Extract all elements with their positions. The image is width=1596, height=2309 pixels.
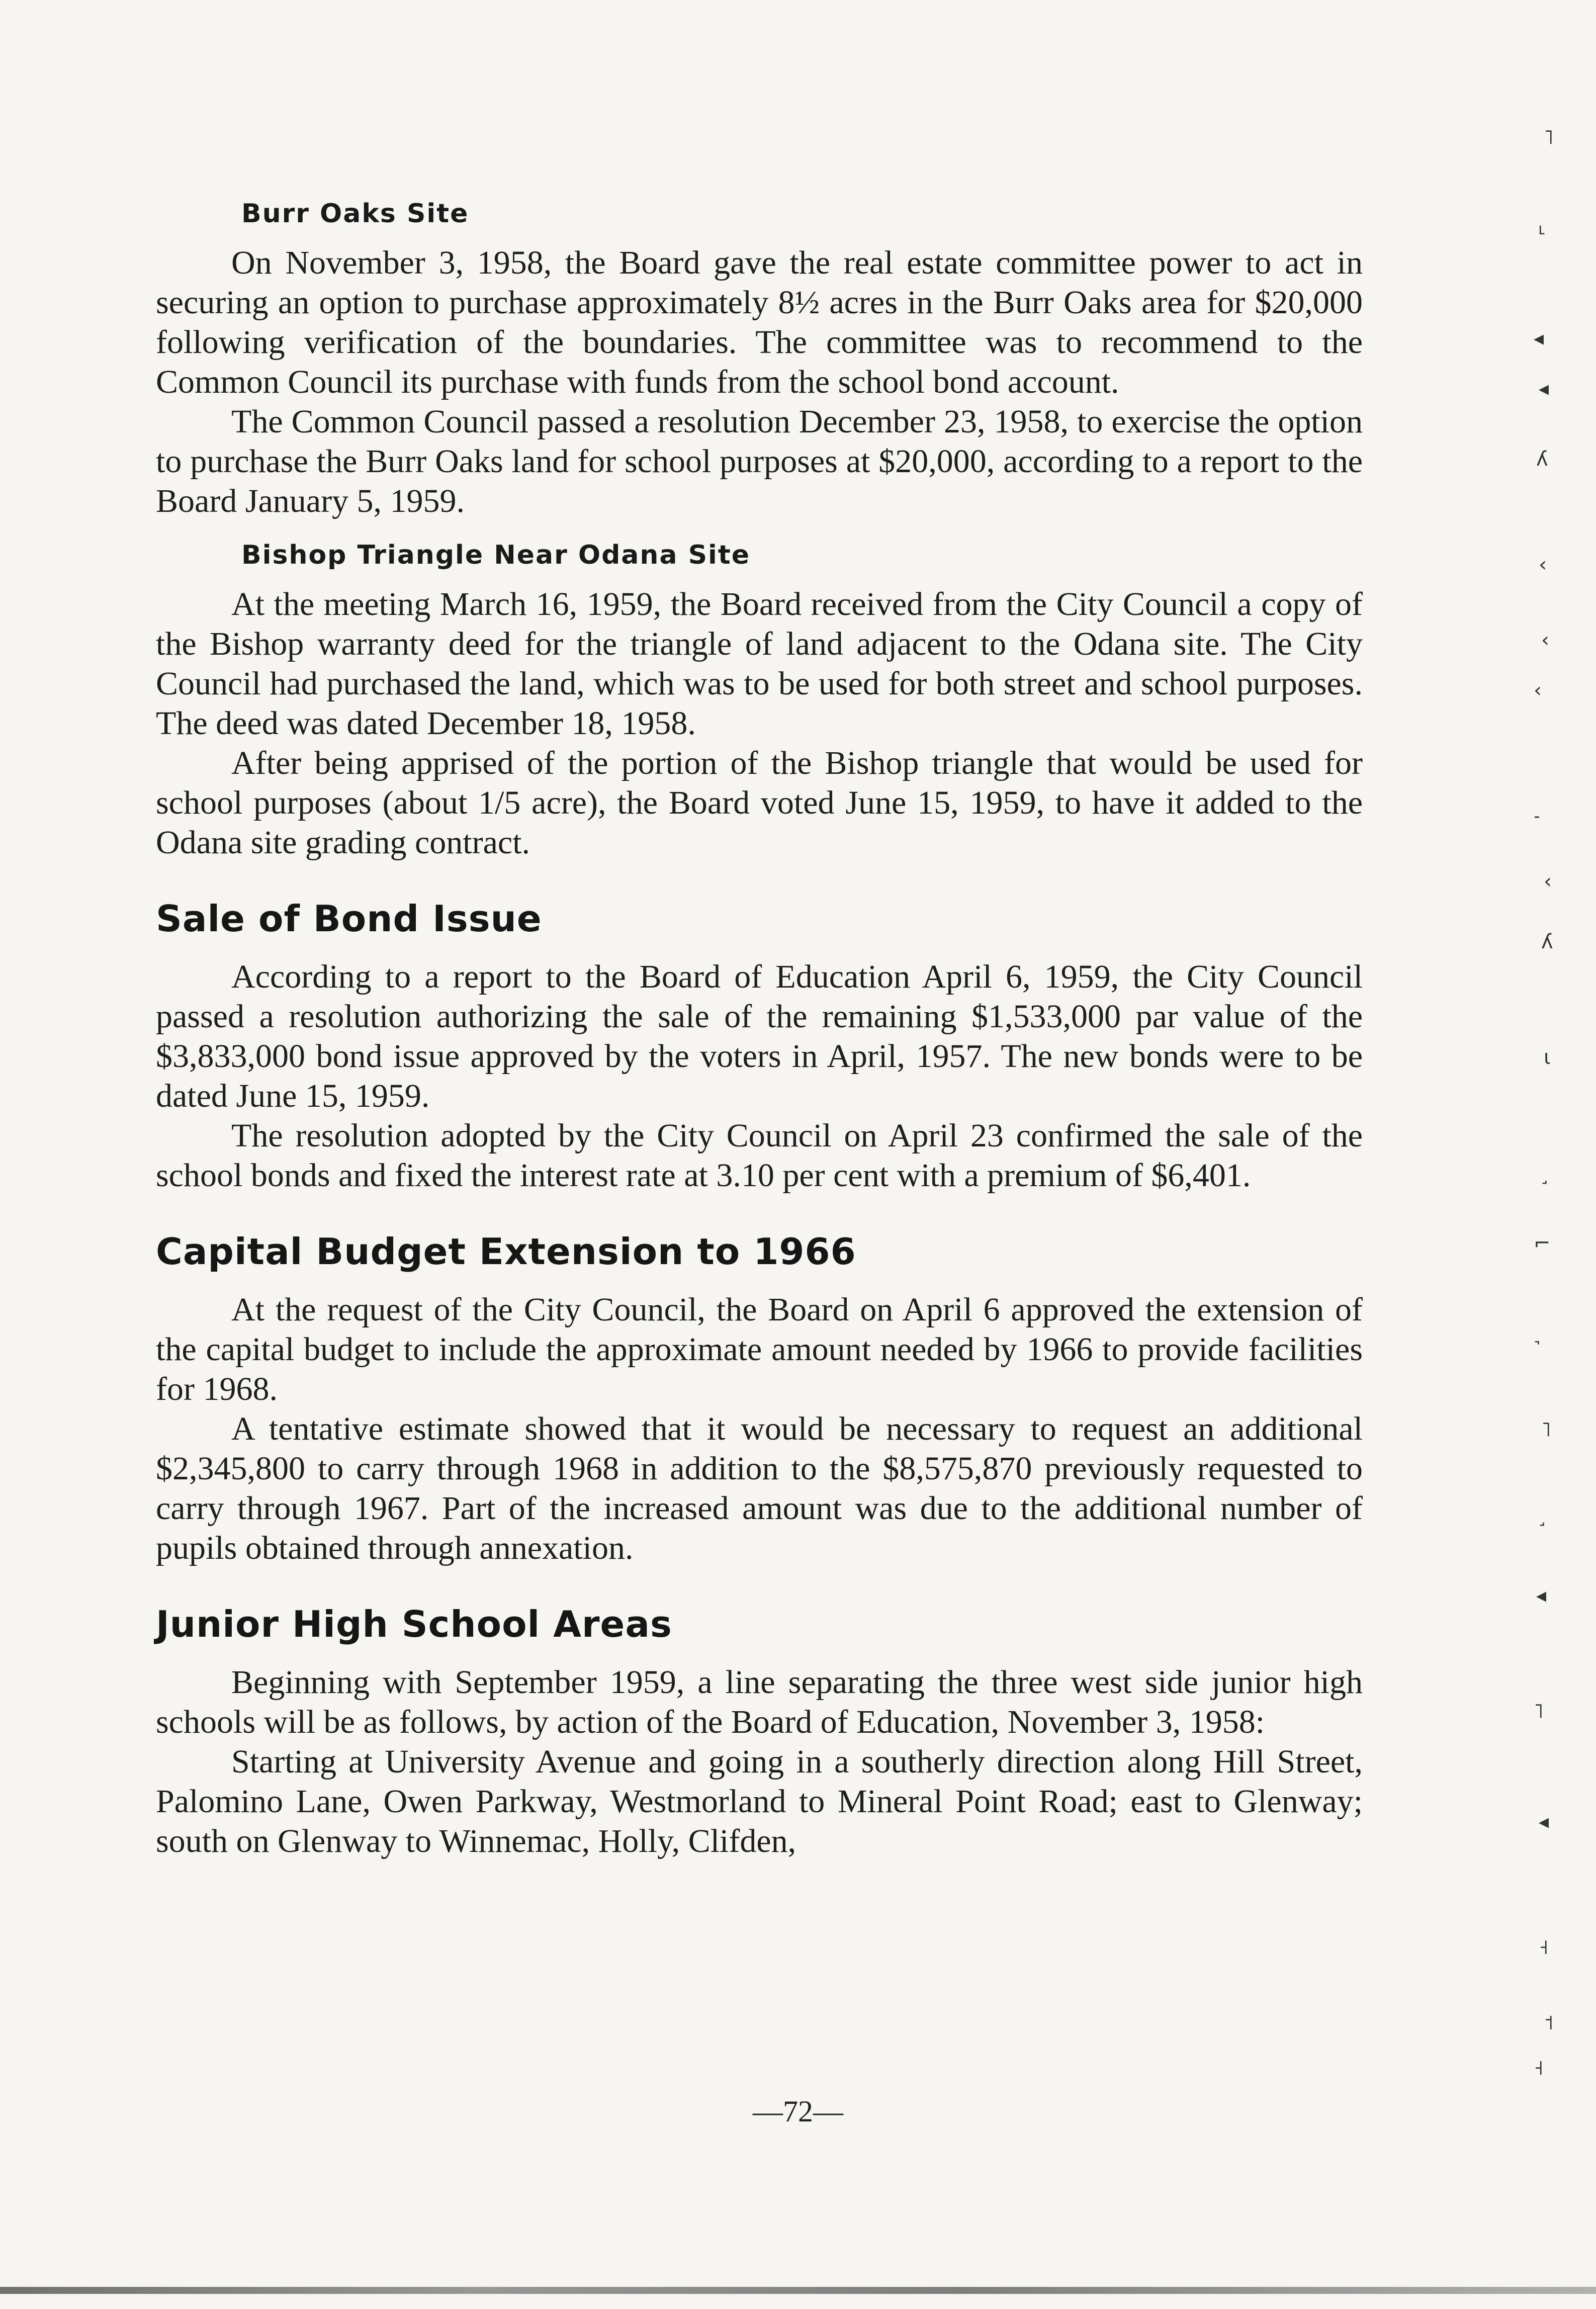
page-content xyxy=(156,199,1363,1861)
section-heading-capital-budget: Capital Budget Extension to 1966 xyxy=(156,1230,856,1273)
paragraph: At the meeting March 16, 1959, the Board received from the City Council a copy of the Bishop warranty deed for the triangle of land adjacent to the Odana site. The City Council had purchased the land, which was to be used for both street and school purposes. The deed was dated December 18, 1958. xyxy=(156,586,1363,742)
paragraph: At the request of the City Council, the Board on April 6 approved the extension of the capital budget to include the approximate amount needed by 1966 to provide facilities for 1968. xyxy=(156,1291,1363,1407)
paragraph: After being apprised of the portion of the Bishop triangle that would be used for school purposes (about 1/5 acre), the Board voted June 15, 1959, to have it added to the Odana site grading contract. xyxy=(156,745,1363,861)
paragraph: The Common Council passed a resolution December 23, 1958, to exercise the option to purchase the Burr Oaks land for school purposes at $20,000, according to a report to the Board January 5, 1959. xyxy=(156,403,1363,519)
paragraph: Starting at University Avenue and going in a southerly direction along Hill Street, Palomino Lane, Owen Parkway, Westmorland to Mineral Point Road; east to Glenway; south on Glenway to Winnemac, Holly, Clifden, xyxy=(156,1743,1363,1859)
paragraph: On November 3, 1958, the Board gave the real estate committee power to act in securing an option to purchase approximately 8½ acres in the Burr Oaks area for $20,000 following verification of the boundaries. The committee was to recommend to the Common Council its purchase with funds from the school bond account. xyxy=(156,244,1363,400)
scan-edge-rule xyxy=(0,2287,1596,2294)
section-heading-bond-issue: Sale of Bond Issue xyxy=(156,898,542,940)
paragraph: The resolution adopted by the City Council on April 23 confirmed the sale of the school bonds and fixed the interest rate at 3.10 per cent with a premium of $6,401. xyxy=(156,1117,1363,1194)
paragraph: According to a report to the Board of Education April 6, 1959, the City Council passed a resolution authorizing the sale of the remaining $1,533,000 par value of the $3,833,000 bond issue approved by the voters in April, 1957. The new bonds were to be dated June 15, 1959. xyxy=(156,958,1363,1114)
paragraph: A tentative estimate showed that it would be necessary to request an additional $2,345,800 to carry through 1968 in addition to the $8,575,870 previously requested to carry through 1967. Part of the increased amount was due to the additional number of pupils obtained through annexation. xyxy=(156,1410,1363,1566)
binding-marks: ˥ ˪ ◂ ◂ ʎ ‹ ‹ ‹ ˗ ‹ ʎ ɩ ˼ ⌐ ˺ ˥ ˼ ◂ ˥ ◂ ˧ ˦ ˧ xyxy=(1534,126,1554,2080)
section-heading-junior-high: Junior High School Areas xyxy=(156,1603,672,1645)
section-heading-bishop-triangle: Bishop Triangle Near Odana Site xyxy=(241,540,750,570)
paragraph: Beginning with September 1959, a line separating the three west side junior high schools will be as follows, by action of the Board of Education, November 3, 1958: xyxy=(156,1664,1363,1740)
page-number: —72— xyxy=(753,2095,843,2128)
section-heading-burr-oaks: Burr Oaks Site xyxy=(241,199,469,229)
